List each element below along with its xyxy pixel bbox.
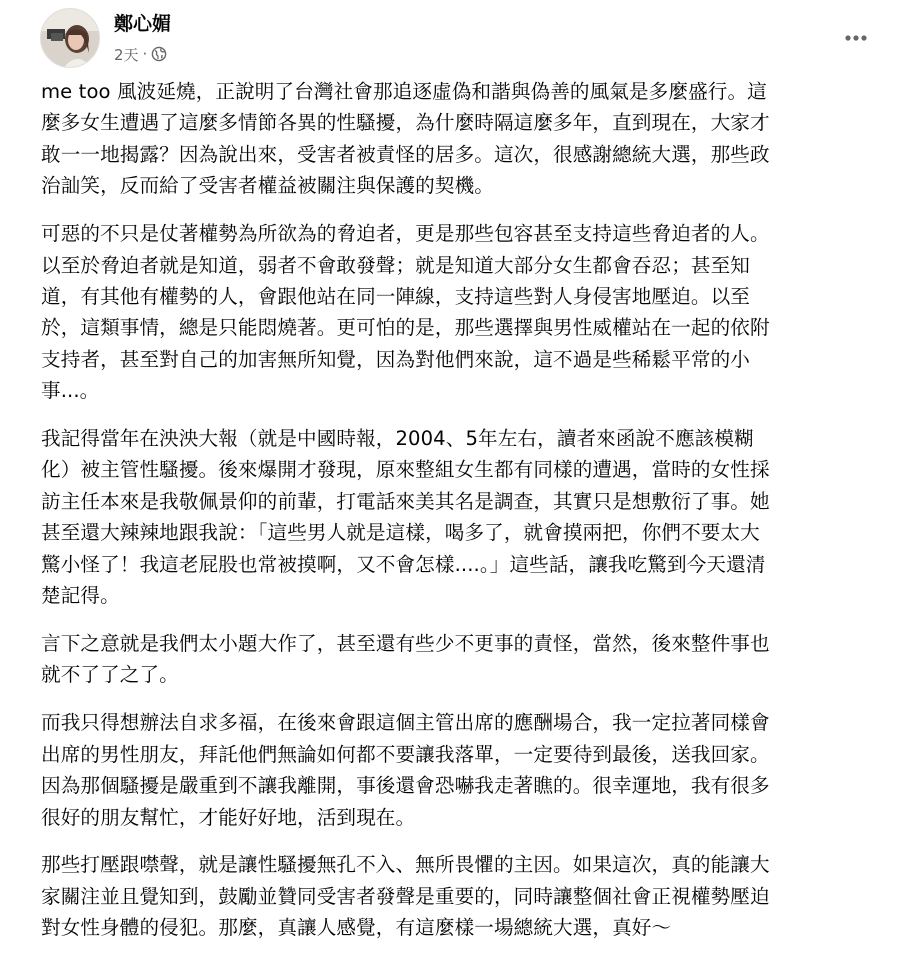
meta-separator: · xyxy=(142,45,148,63)
post-timestamp[interactable]: 2天 xyxy=(114,45,139,64)
post-paragraph-2: 可惡的不只是仗著權勢為所欲為的脅迫者，更是那些包容甚至支持這些脅迫者的人。 以至於脅迫者就是知道，弱者不會敢發聲；就是知道大部分女生都會吞忍；甚至知 道，有其他有權勢的人，會跟他站在同一陣線，支持這些對人身侵害地壓迫。以至 於，這類事情，總是只能悶燒著。更可怕的是，那些選擇與男性威權站在一起的依附 支持者，甚至對自己的加害無所知覺，因為對他們來說，這不過是些稀鬆平常的小 事...。 xyxy=(41,222,770,403)
post-paragraph-3: 我記得當年在泱泱大報（就是中國時報，2004、5年左右，讀者來函說不應該模糊 化）被主管性騷擾。後來爆開才發現，原來整組女生都有同樣的遭遇，當時的女性採 訪主任本來是我敬佩景仰的前輩，打電話來美其名是調查，其實只是想敷衍了事。她 甚至還大辣辣地跟我說：「這些男人就是這樣，喝多了，就會摸兩把，你們不要太大 驚小怪了！我這老屁股也常被摸啊，又不會怎樣....。」這些話，讓我吃驚到今天還清 楚記得。 xyxy=(41,427,770,608)
avatar[interactable] xyxy=(40,8,100,68)
author-name[interactable]: 鄭心媚 xyxy=(114,13,172,35)
more-options-icon xyxy=(844,34,868,42)
post-paragraph-4: 言下之意就是我們太小題大作了，甚至還有些少不更事的責怪，當然，後來整件事也 就不了了之了。 xyxy=(41,632,770,687)
avatar-photo xyxy=(41,9,100,68)
globe-icon[interactable] xyxy=(151,46,167,62)
post-paragraph-6: 那些打壓跟噤聲，就是讓性騷擾無孔不入、無所畏懼的主因。如果這次，真的能讓大 家關注並且覺知到，鼓勵並贊同受害者發聲是重要的，同時讓整個社會正視權勢壓迫 對女性身體的侵犯。那麼，真讓人感覺，有這麼樣一場總統大選，真好～ xyxy=(41,853,770,940)
more-options-button[interactable] xyxy=(838,20,874,56)
post-header xyxy=(40,8,880,70)
post-meta xyxy=(114,44,167,64)
post-paragraph-5: 而我只得想辦法自求多福，在後來會跟這個主管出席的應酬場合，我一定拉著同樣會 出席的男性朋友，拜託他們無論如何都不要讓我落單，一定要待到最後，送我回家。 因為那個騷擾是嚴重到不讓我離開，事後還會恐嚇我走著瞧的。很幸運地，我有很多 很好的朋友幫忙，才能好好地，活到現在。 xyxy=(41,711,770,829)
post-paragraph-1: me too 風波延燒，正說明了台灣社會那追逐虛偽和諧與偽善的風氣是多麼盛行。這 麼多女生遭遇了這麼多情節各異的性騷擾，為什麼時隔這麼多年，直到現在，大家才 敢一一地揭露？因為說出來，受害者被責怪的居多。這次，很感謝總統大選，那些政 治訕笑，反而給了受害者權益被關注與保護的契機。 xyxy=(41,80,770,198)
post-content xyxy=(41,76,886,960)
